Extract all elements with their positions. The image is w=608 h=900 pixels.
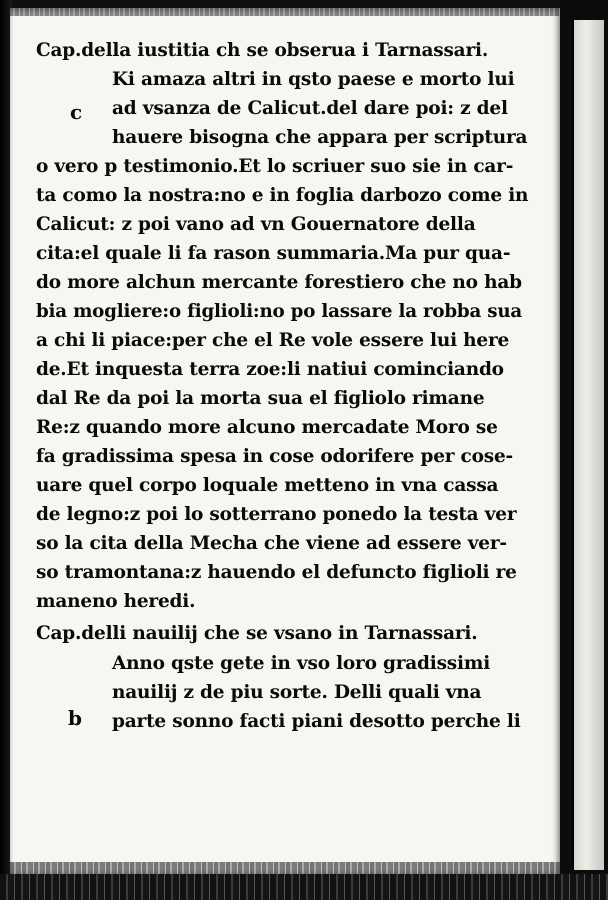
top-scan-border — [10, 8, 560, 16]
facing-page-edge — [572, 20, 604, 870]
text-line: parte sonno facti piani desotto perche li — [112, 711, 521, 732]
text-line: nauilij z de piu sorte. Delli quali vna — [112, 682, 482, 703]
text-line: so la cita della Mecha che viene ad essere ver- — [36, 533, 507, 554]
text-line: so tramontana:z hauendo el defuncto figlioli re — [36, 562, 517, 583]
text-line: de.Et inquesta terra zoe:li natiui cominciando — [36, 359, 504, 380]
margin-signature-letter-b: b — [68, 706, 82, 730]
text-line: dal Re da poi la morta sua el figliolo rimane — [36, 388, 485, 409]
text-line: o vero p testimonio.Et lo scriuer suo sie in car- — [36, 156, 514, 177]
text-line: Anno qste gete in vso loro gradissimi — [112, 653, 491, 674]
text-line: fa gradissima spesa in cose odorifere per cose- — [36, 446, 514, 467]
bottom-scan-border — [10, 862, 560, 874]
chapter-heading-justice: Cap.della iustitia ch se obserua i Tarnassari. — [36, 40, 489, 61]
text-line: bia mogliere:o figlioli:no po lassare la robba sua — [36, 301, 523, 322]
margin-signature-letter-c: c — [70, 100, 83, 124]
text-line: a chi li piace:per che el Re vole essere lui here — [36, 330, 510, 351]
text-line: hauere bisogna che appara per scriptura — [112, 127, 528, 148]
bottom-scan-edge — [0, 874, 608, 900]
text-line: Calicut: z poi vano ad vn Gouernatore della — [36, 214, 476, 235]
text-line: Ki amaza altri in qsto paese e morto lui — [112, 69, 515, 90]
chapter-heading-ships: Cap.delli nauilij che se vsano in Tarnassari. — [36, 623, 478, 644]
text-line: Re:z quando more alcuno mercadate Moro se — [36, 417, 498, 438]
text-line: cita:el quale li fa rason summaria.Ma pur qua- — [36, 243, 511, 264]
text-line: maneno heredi. — [36, 591, 196, 612]
text-line: do more alchun mercante forestiero che no hab — [36, 272, 522, 293]
text-line: uare quel corpo loquale metteno in vna cassa — [36, 475, 499, 496]
text-line: ad vsanza de Calicut.del dare poi: z del — [112, 98, 508, 119]
text-line: de legno:z poi lo sotterrano ponedo la testa ver — [36, 504, 517, 525]
text-line: ta como la nostra:no e in foglia darbozo come in — [36, 185, 529, 206]
